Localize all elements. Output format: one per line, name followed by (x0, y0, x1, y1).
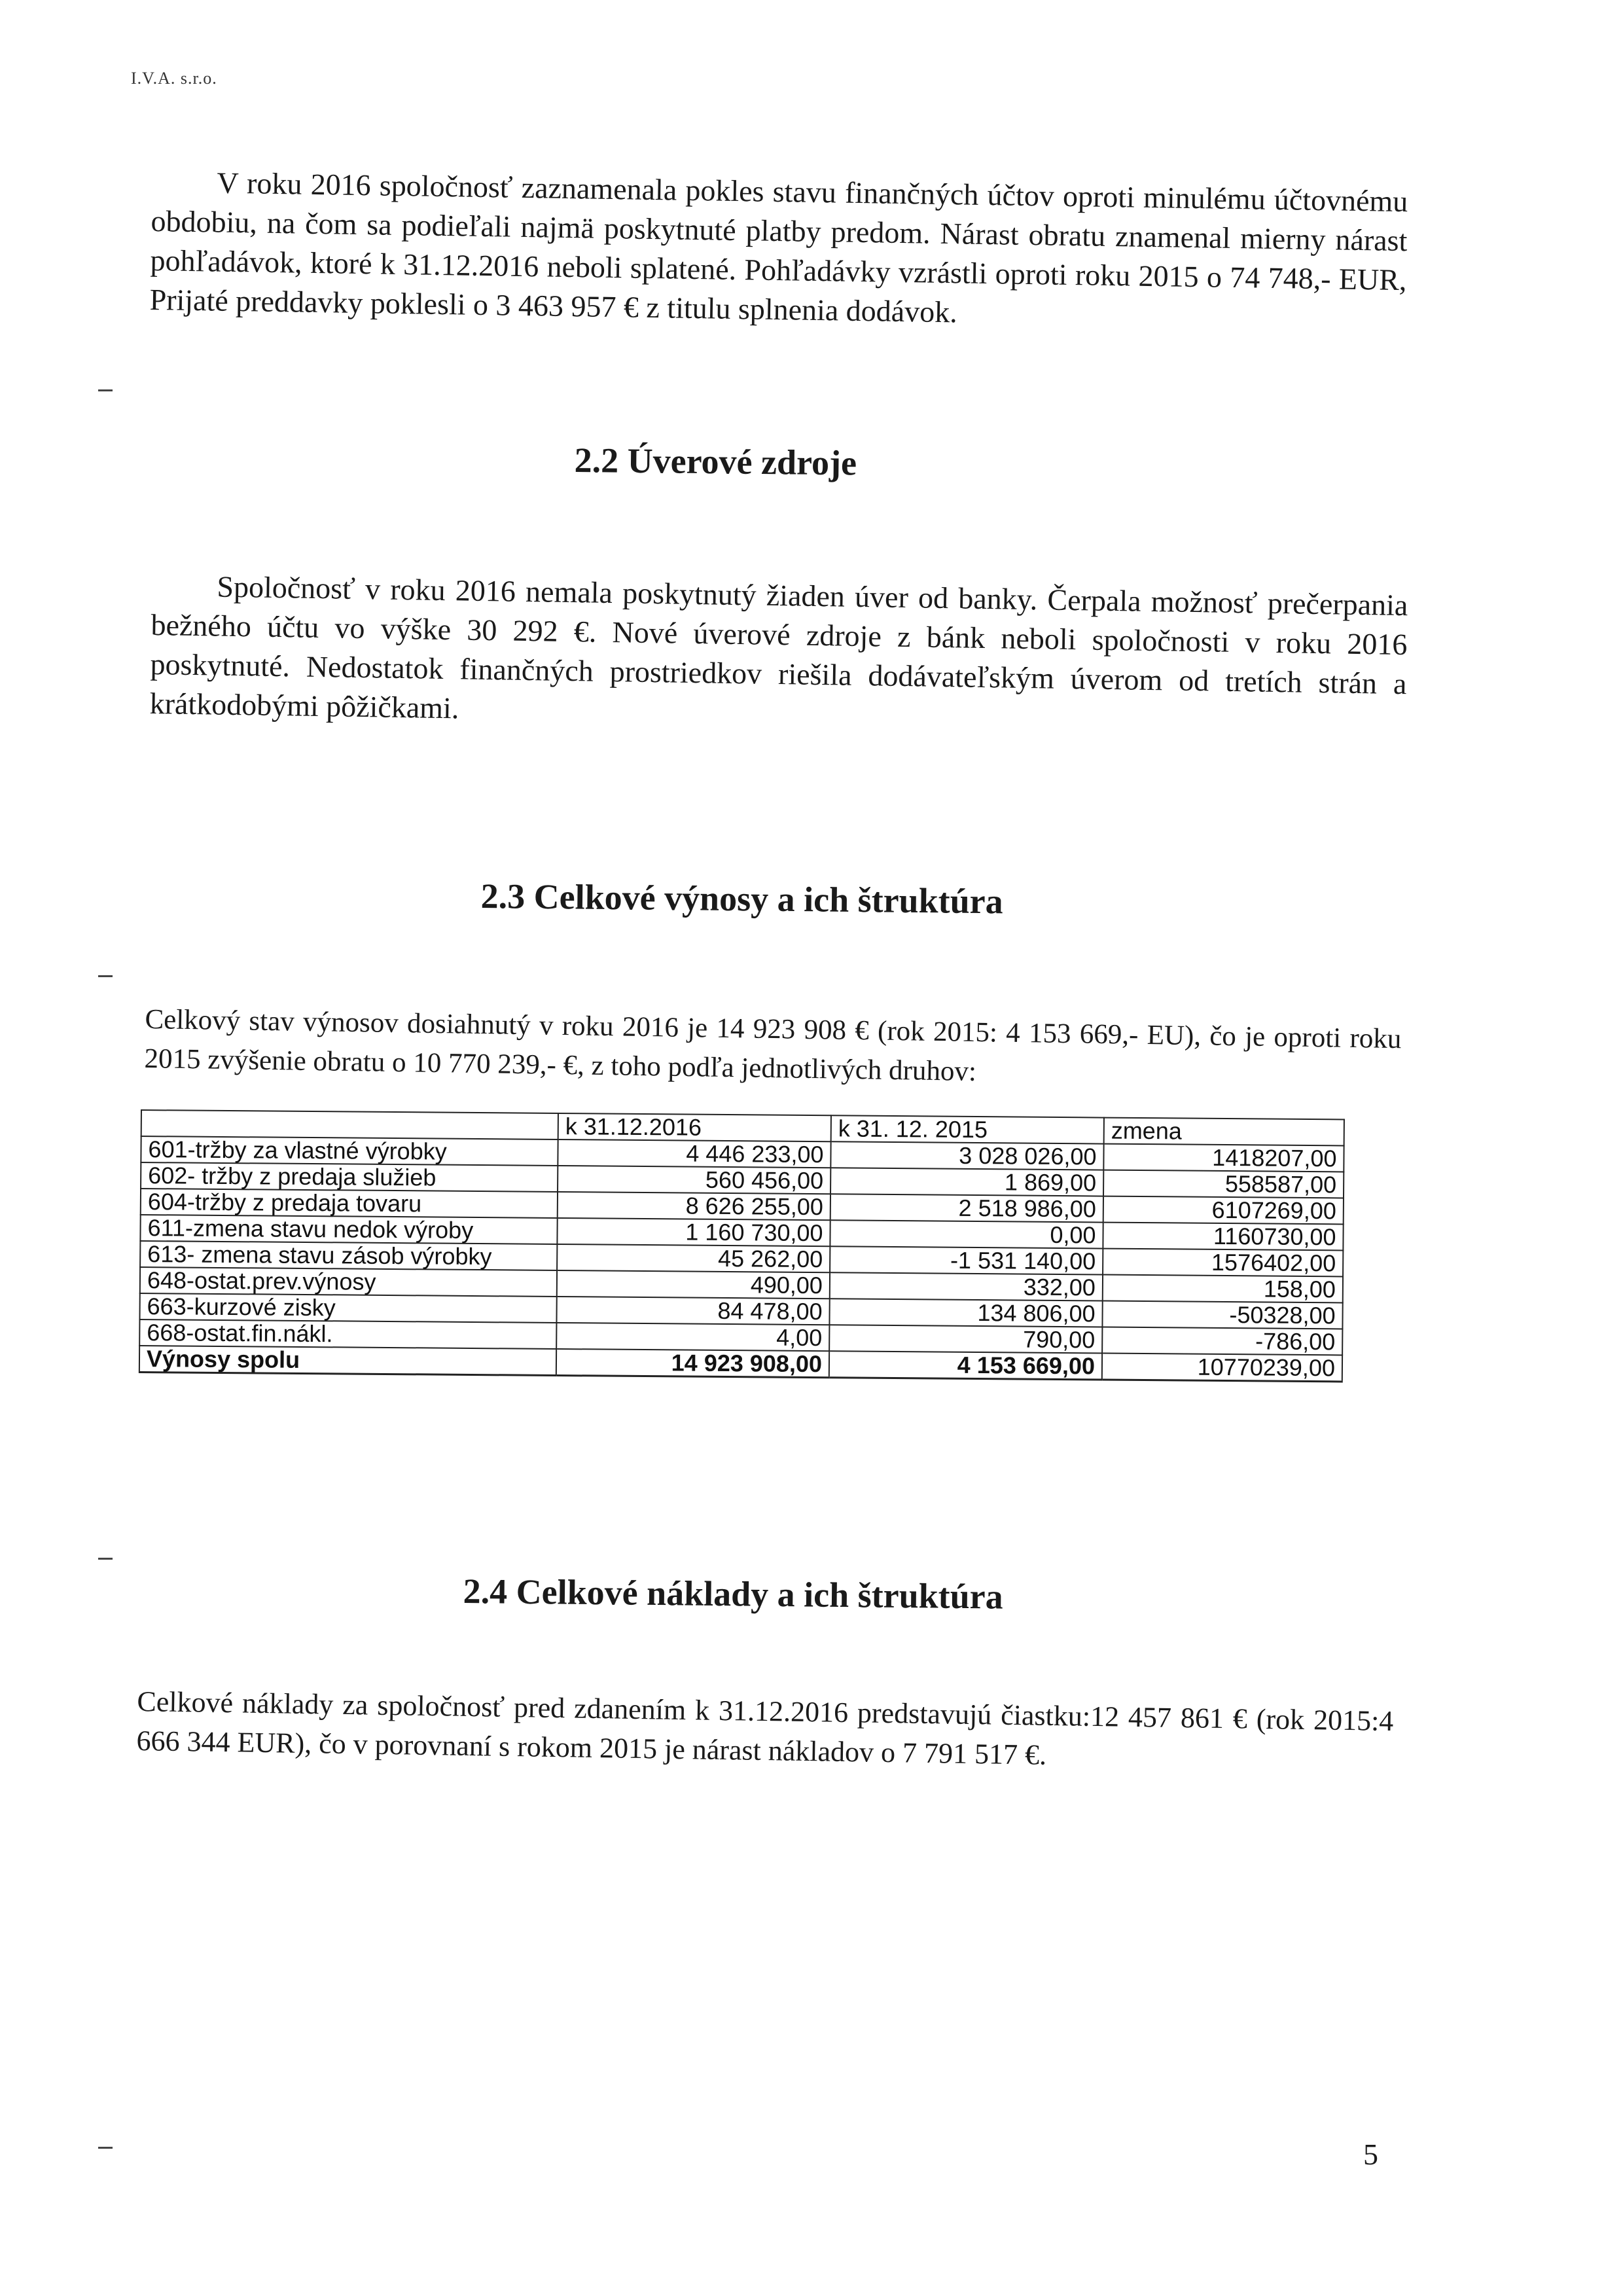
table-header-cell (141, 1110, 558, 1139)
table-cell: 45 262,00 (557, 1244, 830, 1272)
margin-mark (98, 1558, 113, 1560)
total-cell: 4 153 669,00 (829, 1351, 1102, 1380)
revenue-table (139, 1109, 1345, 1382)
heading-2-3: 2.3 Celkové výnosy a ich štruktúra (480, 876, 1003, 922)
margin-mark (98, 389, 113, 391)
table-cell: 560 456,00 (558, 1166, 830, 1194)
heading-2-2: 2.2 Úverové zdroje (574, 440, 857, 483)
section-2-2-text: Spoločnosť v roku 2016 nemala poskytnutý žiaden úver od banky. Čerpala možnosť prečerpania bežného účtu vo výške 30 292 €. Nové úverové zdroje z bánk neboli spoločnosti v roku 2016 poskytnuté. Nedostatok finančných prostriedkov riešila dodávateľským úverom od tretích strán a krátkodobými pôžičkami. (149, 569, 1408, 725)
company-header: I.V.A. s.r.o. (131, 69, 217, 88)
table-cell: 490,00 (557, 1270, 830, 1299)
table-cell: 1 160 730,00 (557, 1218, 830, 1246)
table-cell: 604-tržby z predaja tovaru (141, 1189, 558, 1218)
table-cell: 790,00 (829, 1325, 1102, 1353)
table-cell: 1160730,00 (1103, 1223, 1343, 1251)
table-cell: 663-kurzové zisky (139, 1293, 556, 1323)
table-cell: 3 028 026,00 (830, 1141, 1103, 1170)
heading-2-4: 2.4 Celkové náklady a ich štruktúra (463, 1571, 1004, 1617)
table-cell: 158,00 (1103, 1275, 1343, 1303)
table-header-cell: zmena (1104, 1118, 1344, 1146)
margin-mark (98, 975, 113, 977)
table-cell: 4,00 (556, 1323, 829, 1351)
page-number: 5 (1363, 2138, 1378, 2171)
table-cell: 1 869,00 (830, 1168, 1103, 1196)
table-cell: 601-tržby za vlastné výrobky (141, 1136, 558, 1166)
section-2-3-paragraph (144, 1000, 1402, 1098)
total-cell: 10770239,00 (1102, 1354, 1342, 1382)
table-cell: 84 478,00 (556, 1297, 829, 1325)
table-cell: -786,00 (1102, 1327, 1342, 1355)
section-2-2-paragraph (149, 566, 1408, 743)
table-cell: 602- tržby z predaja služieb (141, 1162, 558, 1192)
table-cell: 1576402,00 (1103, 1249, 1343, 1277)
table-cell: 4 446 233,00 (558, 1139, 830, 1168)
section-2-4-paragraph (136, 1682, 1394, 1780)
table-cell: -50328,00 (1102, 1301, 1342, 1329)
intro-text: V roku 2016 spoločnosť zaznamenala pokles stavu finančných účtov oproti minulému účtovnému obdobiu, na čom sa podieľali najmä poskytnuté platby predom. Nárast obratu znamenal mierny nárast pohľadávok, ktoré k 31.12.2016 neboli splatené. Pohľadávky vzrástli oproti roku 2015 o 74 748,- EUR, Prijaté preddavky poklesli o 3 463 957 € z titulu splnenia dodávok. (149, 166, 1408, 329)
table-cell: 8 626 255,00 (558, 1192, 830, 1220)
intro-paragraph (149, 162, 1408, 339)
table-header-cell: k 31.12.2016 (558, 1113, 831, 1141)
table-cell: 648-ostat.prev.výnosy (140, 1267, 557, 1297)
margin-mark (98, 2147, 113, 2149)
table-cell: 611-zmena stavu nedok výroby (140, 1215, 557, 1244)
total-label: Výnosy spolu (139, 1346, 556, 1376)
section-2-3-text: Celkový stav výnosov dosiahnutý v roku 2016 je 14 923 908 € (rok 2015: 4 153 669,- EU), čo je oproti roku 2015 zvýšenie obratu o 10 770 239,- €, z toho podľa jednotlivých druhov: (144, 1003, 1402, 1087)
table-cell: 668-ostat.fin.nákl. (139, 1319, 556, 1349)
table-cell: 613- zmena stavu zásob výrobky (140, 1241, 557, 1270)
table-cell: 332,00 (830, 1272, 1103, 1300)
revenue-table-wrapper (139, 1109, 1345, 1382)
table-cell: 6107269,00 (1103, 1196, 1344, 1225)
table-cell: 558587,00 (1103, 1170, 1344, 1198)
table-cell: -1 531 140,00 (830, 1246, 1103, 1274)
table-cell: 1418207,00 (1103, 1144, 1344, 1172)
table-cell: 2 518 986,00 (830, 1194, 1103, 1222)
table-cell: 0,00 (830, 1220, 1103, 1248)
table-cell: 134 806,00 (829, 1299, 1102, 1327)
section-2-4-text: Celkové náklady za spoločnosť pred zdanením k 31.12.2016 predstavujú čiastku:12 457 861 € (rok 2015:4 666 344 EUR), čo v porovnaní s rokom 2015 je nárast nákladov o 7 791 517 €. (136, 1685, 1394, 1771)
table-header-cell: k 31. 12. 2015 (831, 1115, 1104, 1143)
total-cell: 14 923 908,00 (556, 1349, 829, 1378)
